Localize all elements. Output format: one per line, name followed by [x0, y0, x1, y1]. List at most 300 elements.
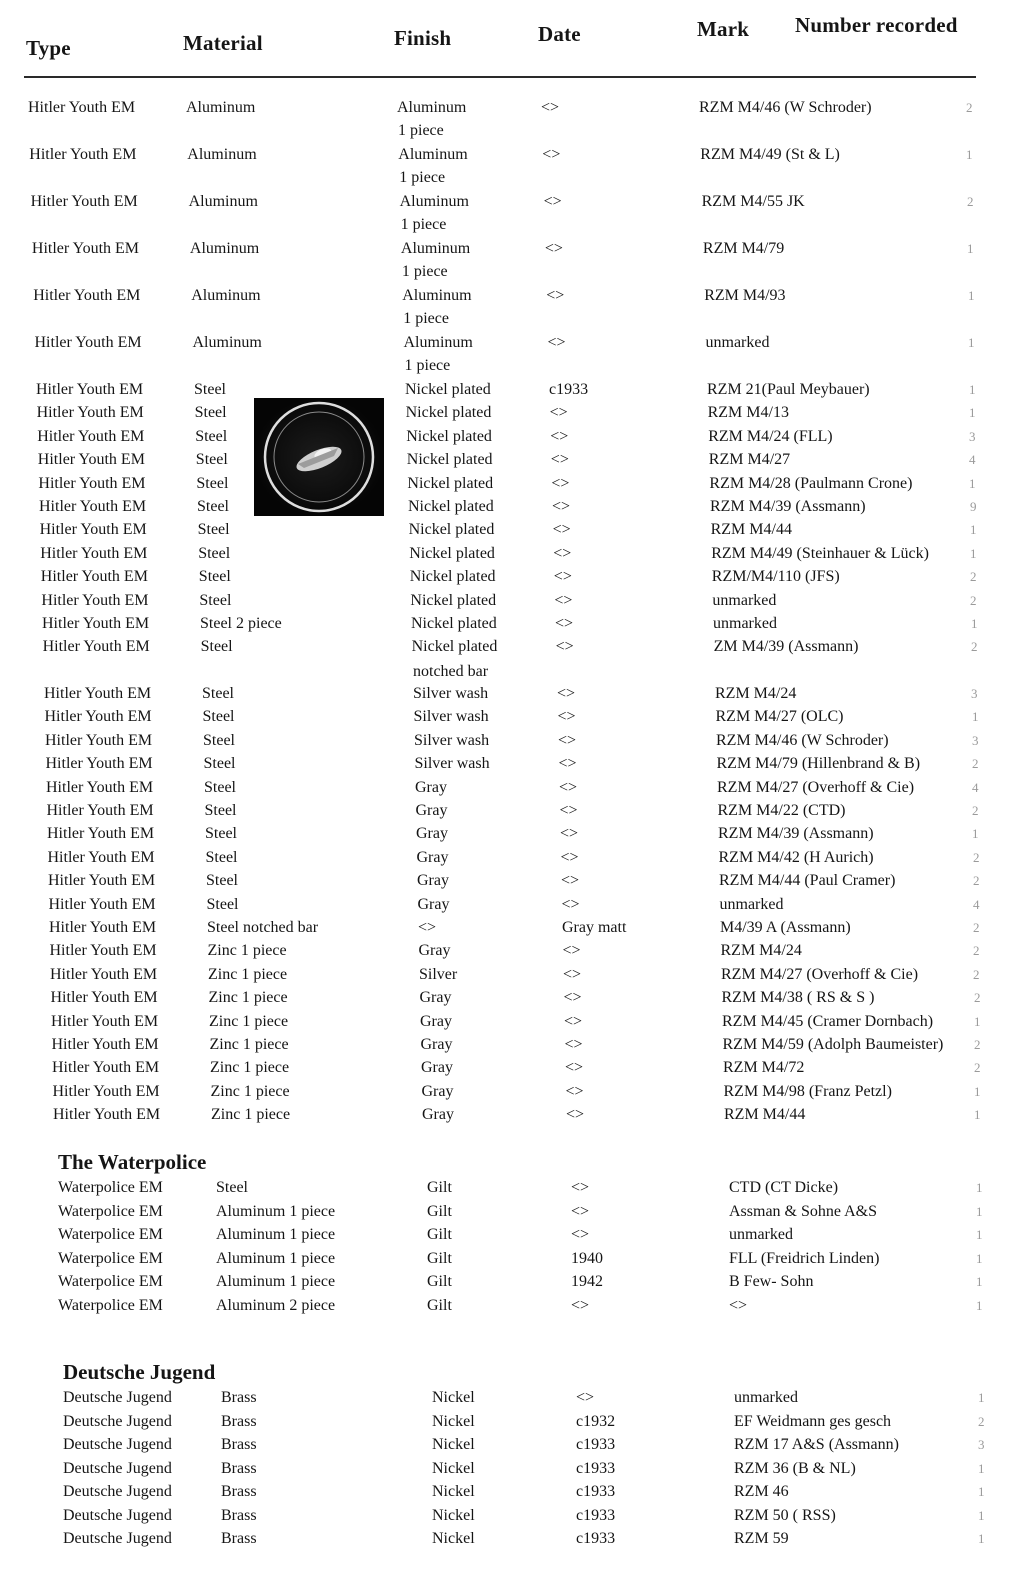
mark-cell: EF Weidmann ges gesch	[734, 1412, 892, 1430]
material-cell: Zinc 1 piece	[209, 1036, 289, 1053]
number-recorded-cell: 2	[971, 639, 978, 655]
material-cell: Zinc 1 piece	[208, 989, 288, 1007]
table-row	[0, 1202, 1024, 1226]
number-recorded-cell: 1	[968, 335, 975, 350]
material-cell: Steel	[195, 451, 228, 469]
table-row	[0, 145, 1024, 186]
date-cell: <>	[544, 240, 563, 257]
material-cell: Steel 2 piece	[200, 615, 282, 632]
finish-cell: Nickel	[432, 1506, 475, 1524]
table-row	[0, 333, 1024, 374]
number-recorded-cell: 4	[973, 896, 980, 912]
number-recorded-cell: 1	[974, 1107, 981, 1123]
header-material: Material	[183, 31, 263, 55]
type-cell: Hitler Youth EM	[28, 99, 136, 116]
table-row	[0, 637, 1024, 661]
date-cell: <>	[564, 1036, 583, 1053]
date-cell: 1942	[571, 1273, 603, 1290]
finish-cell: Gray	[418, 942, 451, 960]
finish-cell: Gilt	[427, 1249, 452, 1267]
type-cell: Hitler Youth EM	[36, 404, 144, 422]
mark-cell: unmarked	[712, 591, 777, 609]
finish-cell: Nickel	[432, 1412, 475, 1430]
type-cell: Hitler Youth EM	[31, 240, 140, 257]
mark-cell: RZM M4/44	[710, 521, 792, 539]
date-cell: <>	[561, 895, 580, 913]
finish-cell: Gray	[416, 848, 449, 866]
material-cell: Zinc 1 piece	[207, 942, 287, 960]
table-row	[0, 754, 1024, 778]
mark-cell: RZM M4/93	[704, 287, 786, 304]
material-cell: Steel	[194, 404, 227, 422]
number-recorded-cell: 1	[967, 241, 974, 256]
finish-cell: Gray	[420, 1012, 452, 1030]
date-cell: <>	[560, 848, 579, 866]
material-cell: Steel	[204, 778, 236, 796]
type-cell: Hitler Youth EM	[37, 427, 145, 445]
finish-cell: Gilt	[427, 1202, 452, 1220]
table-row	[0, 731, 1024, 755]
number-recorded-cell: 4	[969, 452, 976, 468]
number-recorded-cell: 1	[976, 1297, 983, 1313]
finish-cell: Nickel plated	[407, 474, 494, 492]
date-cell: <>	[571, 1179, 590, 1196]
material-cell: Aluminum	[186, 99, 256, 116]
date-cell: c1933	[576, 1506, 616, 1524]
mark-cell: CTD (CT Dicke)	[729, 1179, 839, 1196]
mark-cell: M4/39 A (Assmann)	[720, 919, 851, 936]
material-cell: Aluminum	[188, 193, 258, 210]
date-cell: <>	[553, 544, 572, 562]
mark-cell: RZM M4/27 (Overhoff & Cie)	[721, 965, 919, 983]
type-cell: Waterpolice EM	[58, 1179, 163, 1196]
mark-cell: RZM M4/46 (W Schroder)	[699, 99, 872, 116]
type-cell: Hitler Youth EM	[40, 544, 148, 562]
mark-cell: RZM 50 ( RSS)	[734, 1506, 836, 1524]
date-cell: <>	[571, 1202, 590, 1220]
finish-cell: Silver wash	[414, 731, 490, 749]
table-row	[0, 1459, 1024, 1483]
mark-cell: RZM M4/27 (Overhoff & Cie)	[717, 778, 915, 796]
table-row	[0, 1012, 1024, 1036]
header-rule	[24, 76, 976, 78]
type-cell: Hitler Youth EM	[38, 474, 146, 492]
section-title-waterpolice: The Waterpolice	[58, 1150, 207, 1174]
mark-cell: RZM M4/24	[715, 685, 797, 702]
date-cell: <>	[558, 755, 577, 773]
number-recorded-cell: 1	[970, 522, 977, 538]
material-cell: Aluminum	[187, 146, 257, 163]
mark-cell: RZM M4/49 (St & L)	[700, 146, 840, 163]
finish-subnote: 1 piece	[401, 263, 448, 280]
type-cell: Deutsche Jugend	[63, 1506, 172, 1524]
number-recorded-cell: 1	[976, 1227, 983, 1242]
material-cell: Steel	[202, 708, 235, 726]
mark-cell: RZM 36 (B & NL)	[734, 1459, 856, 1477]
table-row	[0, 1529, 1024, 1553]
type-cell: Hitler Youth EM	[33, 287, 141, 304]
date-cell: c1933	[576, 1530, 616, 1547]
material-cell: Steel	[202, 685, 234, 702]
finish-cell: Nickel	[432, 1483, 475, 1500]
material-cell: Aluminum 1 piece	[216, 1226, 336, 1243]
table-row	[0, 403, 1024, 427]
date-cell: <>	[566, 1106, 585, 1124]
material-cell: Zinc 1 piece	[211, 1106, 291, 1124]
date-cell: <>	[557, 708, 576, 726]
number-recorded-cell: 1	[966, 147, 973, 162]
finish-cell: Nickel plated	[409, 568, 496, 586]
type-cell: Deutsche Jugend	[63, 1483, 172, 1500]
finish-cell: Silver	[419, 965, 458, 983]
number-recorded-cell: 1	[974, 1013, 981, 1029]
date-cell: <>	[550, 427, 569, 445]
material-cell: Steel	[203, 755, 236, 773]
finish-cell: Nickel plated	[409, 544, 495, 562]
number-recorded-cell: 1	[978, 1484, 985, 1499]
finish-cell: Aluminum	[403, 334, 473, 351]
table-row	[0, 1082, 1024, 1106]
type-cell: Hitler Youth EM	[48, 895, 156, 913]
finish-cell: <>	[418, 919, 437, 936]
table-row	[0, 1388, 1024, 1412]
material-cell: Steel	[195, 427, 228, 445]
date-cell: <>	[564, 1012, 583, 1030]
finish-cell: Gray	[421, 1082, 454, 1100]
type-cell: Hitler Youth EM	[45, 731, 153, 749]
type-cell: Hitler Youth EM	[49, 942, 157, 960]
table-row	[0, 1178, 1024, 1202]
number-recorded-cell: 1	[976, 1274, 983, 1289]
table-row	[0, 988, 1024, 1012]
type-cell: Hitler Youth EM	[50, 965, 158, 983]
date-cell: <>	[543, 193, 562, 210]
finish-cell: Nickel plated	[410, 591, 497, 609]
table-row	[0, 1058, 1024, 1082]
date-cell: <>	[560, 825, 579, 843]
number-recorded-cell: 1	[969, 382, 976, 397]
finish-cell: Silver wash	[413, 685, 489, 702]
type-cell: Waterpolice EM	[58, 1249, 163, 1267]
mark-cell: RZM M4/24 (FLL)	[708, 427, 833, 445]
mark-cell: Assman & Sohne A&S	[729, 1202, 878, 1220]
table-row	[0, 1435, 1024, 1459]
finish-cell: Gray	[417, 895, 450, 913]
table-row	[0, 1249, 1024, 1273]
finish-cell: Gray	[420, 1036, 453, 1053]
mark-cell: RZM M4/27 (OLC)	[715, 708, 844, 726]
type-cell: Waterpolice EM	[58, 1202, 163, 1220]
table-row	[0, 192, 1024, 233]
header-mark: Mark	[697, 17, 750, 41]
date-cell: <>	[552, 521, 571, 539]
finish-subnote: 1 piece	[399, 169, 446, 186]
mark-cell: unmarked	[719, 895, 784, 913]
number-recorded-cell: 2	[973, 920, 980, 935]
table-row	[0, 824, 1024, 848]
finish-cell: Gilt	[427, 1226, 452, 1243]
date-cell: <>	[571, 1296, 590, 1314]
table-row	[0, 965, 1024, 989]
table-row	[0, 427, 1024, 451]
number-recorded-cell: 2	[978, 1413, 985, 1429]
type-cell: Hitler Youth EM	[34, 334, 142, 351]
date-cell: c1933	[576, 1436, 616, 1453]
number-recorded-cell: 2	[973, 966, 980, 982]
number-recorded-cell: 2	[967, 194, 974, 209]
finish-cell: Gray	[416, 825, 448, 843]
material-cell: Brass	[221, 1483, 257, 1500]
type-cell: Hitler Youth EM	[39, 521, 147, 539]
mark-cell: RZM M4/49 (Steinhauer & Lück)	[711, 544, 929, 562]
table-row	[0, 1035, 1024, 1059]
material-cell: Steel	[206, 872, 238, 890]
material-cell: Aluminum 1 piece	[216, 1273, 336, 1290]
number-recorded-cell: 3	[972, 732, 979, 748]
number-recorded-cell: 3	[978, 1437, 985, 1452]
mark-cell: B Few- Sohn	[729, 1273, 814, 1290]
finish-cell: Nickel plated	[408, 521, 495, 539]
finish-cell: Nickel plated	[406, 451, 493, 469]
number-recorded-cell: 1	[976, 1203, 983, 1219]
table-row	[0, 707, 1024, 731]
finish-cell: Silver wash	[414, 755, 490, 773]
number-recorded-cell: 1	[972, 826, 979, 842]
mark-cell: RZM M4/55 JK	[701, 193, 805, 210]
type-cell: Hitler Youth EM	[51, 1036, 159, 1053]
mark-cell: RZM M4/98 (Franz Petzl)	[723, 1082, 892, 1100]
finish-cell: Gray	[417, 872, 449, 890]
date-cell: 1940	[571, 1249, 603, 1267]
number-recorded-cell: 3	[971, 686, 978, 701]
mark-cell: RZM M4/72	[723, 1059, 805, 1077]
mark-cell: RZM M4/39 (Assmann)	[718, 825, 874, 843]
number-recorded-cell: 1	[969, 405, 976, 421]
finish-cell: Nickel	[432, 1389, 475, 1406]
date-cell: <>	[571, 1226, 590, 1243]
table-row	[0, 520, 1024, 544]
header-date: Date	[538, 22, 581, 46]
mark-cell: unmarked	[729, 1226, 793, 1243]
table-row	[0, 684, 1024, 708]
material-cell: Steel	[198, 544, 231, 562]
date-cell: <>	[542, 146, 561, 163]
table-row	[0, 778, 1024, 802]
mark-cell: RZM M4/39 (Assmann)	[710, 498, 866, 515]
material-cell: Brass	[221, 1459, 257, 1477]
finish-subnote: 1 piece	[398, 122, 444, 139]
table-row	[0, 239, 1024, 280]
material-cell: Brass	[221, 1530, 257, 1547]
table-row	[0, 591, 1024, 615]
type-cell: Hitler Youth EM	[52, 1082, 160, 1100]
mark-cell: RZM M4/46 (W Schroder)	[716, 731, 889, 749]
table-row	[0, 1272, 1024, 1296]
material-cell: Steel	[198, 568, 231, 586]
number-recorded-cell: 2	[973, 873, 980, 889]
finish-cell: Gray	[415, 802, 448, 819]
number-recorded-cell: 2	[970, 592, 977, 608]
type-cell: Hitler Youth EM	[46, 802, 154, 819]
finish-subnote: 1 piece	[403, 310, 449, 327]
table-row	[0, 848, 1024, 872]
material-cell: Steel	[204, 802, 237, 819]
material-cell: Steel	[205, 848, 238, 866]
date-cell: <>	[565, 1059, 584, 1077]
date-cell: <>	[551, 474, 570, 492]
type-cell: Hitler Youth EM	[48, 872, 156, 890]
date-cell: <>	[557, 685, 576, 702]
material-cell: Steel	[199, 591, 232, 609]
type-cell: Hitler Youth EM	[44, 708, 152, 726]
material-cell: Aluminum 2 piece	[216, 1296, 336, 1314]
number-recorded-cell: 2	[974, 990, 981, 1006]
date-cell: <>	[563, 989, 582, 1007]
finish-cell: Aluminum	[398, 146, 468, 163]
mark-cell: <>	[729, 1296, 748, 1314]
type-cell: Hitler Youth EM	[42, 638, 150, 656]
finish-cell: Gilt	[427, 1179, 452, 1196]
number-recorded-cell: 2	[973, 943, 980, 959]
date-cell: <>	[565, 1082, 584, 1100]
type-cell: Hitler Youth EM	[44, 685, 152, 702]
date-cell: <>	[550, 451, 569, 469]
material-cell: Steel	[205, 825, 237, 843]
date-cell: <>	[562, 942, 581, 960]
number-recorded-cell: 1	[968, 288, 975, 303]
material-cell: Aluminum	[189, 240, 260, 257]
material-cell: Steel notched bar	[207, 919, 319, 936]
type-cell: Hitler Youth EM	[42, 615, 150, 632]
mark-cell: RZM 46	[734, 1483, 789, 1500]
type-cell: Deutsche Jugend	[63, 1436, 172, 1453]
finish-cell: Nickel plated	[405, 404, 492, 422]
table-row	[0, 918, 1024, 942]
material-cell: Zinc 1 piece	[209, 1012, 289, 1030]
number-recorded-cell: 4	[972, 779, 979, 795]
mark-cell: RZM M4/38 ( RS & S )	[721, 989, 875, 1007]
mark-cell: RZM M4/27	[708, 451, 791, 469]
type-cell: Waterpolice EM	[58, 1273, 163, 1290]
header-number-recorded: Number recorded	[795, 13, 958, 37]
mark-cell: RZM 17 A&S (Assmann)	[734, 1436, 899, 1453]
date-cell: <>	[546, 287, 565, 304]
number-recorded-cell: 2	[972, 756, 979, 772]
date-cell: <>	[561, 872, 580, 890]
date-cell: c1932	[576, 1412, 616, 1430]
number-recorded-cell: 1	[978, 1390, 985, 1405]
table-row	[0, 450, 1024, 474]
table-row	[0, 98, 1024, 139]
number-recorded-cell: 2	[970, 569, 977, 585]
number-recorded-cell: 1	[972, 709, 979, 725]
date-cell: c1933	[549, 381, 589, 398]
finish-cell: Aluminum	[399, 193, 469, 210]
type-cell: Hitler Youth EM	[29, 146, 137, 163]
material-cell: Steel	[197, 498, 229, 515]
material-cell: Steel	[200, 638, 233, 656]
mark-cell: RZM M4/45 (Cramer Dornbach)	[722, 1012, 934, 1030]
number-recorded-cell: 2	[974, 1060, 981, 1076]
material-cell: Zinc 1 piece	[208, 965, 288, 983]
finish-cell: Nickel	[432, 1459, 475, 1477]
number-recorded-cell: 9	[970, 499, 977, 514]
type-cell: Hitler Youth EM	[52, 1059, 160, 1077]
table-row	[0, 801, 1024, 825]
mark-cell: RZM M4/59 (Adolph Baumeister)	[722, 1036, 944, 1053]
finish-cell: Gilt	[427, 1273, 452, 1290]
date-cell: <>	[554, 591, 573, 609]
type-cell: Hitler Youth EM	[46, 778, 154, 796]
type-cell: Hitler Youth EM	[36, 381, 144, 398]
material-cell: Brass	[221, 1506, 257, 1524]
date-cell: <>	[549, 404, 568, 422]
mark-cell: RZM M4/22 (CTD)	[717, 802, 846, 819]
table-row	[0, 941, 1024, 965]
type-cell: Hitler Youth EM	[40, 568, 148, 586]
table-row	[0, 1105, 1024, 1129]
mark-cell: unmarked	[705, 334, 770, 351]
number-recorded-cell: 1	[978, 1460, 985, 1476]
table-row	[0, 1296, 1024, 1320]
type-cell: Hitler Youth EM	[51, 1012, 159, 1030]
finish-cell: Nickel plated	[405, 381, 491, 398]
number-recorded-cell: 2	[973, 849, 980, 865]
material-cell: Aluminum 1 piece	[216, 1202, 336, 1220]
table-row	[0, 1506, 1024, 1530]
finish-cell: Gray	[419, 989, 452, 1007]
type-cell: Waterpolice EM	[58, 1226, 163, 1243]
material-cell: Steel	[216, 1179, 248, 1196]
material-cell: Steel	[206, 895, 239, 913]
date-cell: <>	[555, 615, 574, 632]
finish-cell: Nickel plated	[408, 498, 494, 515]
date-cell: <>	[563, 965, 582, 983]
date-cell: c1933	[576, 1459, 616, 1477]
date-cell: <>	[552, 498, 571, 515]
date-cell: <>	[558, 731, 577, 749]
number-recorded-cell: 1	[976, 1250, 983, 1266]
finish-subnote-notched-bar: notched bar	[413, 663, 489, 680]
number-recorded-cell: 1	[976, 1180, 983, 1195]
material-cell: Brass	[221, 1412, 257, 1430]
type-cell: Deutsche Jugend	[63, 1530, 172, 1547]
date-cell: <>	[576, 1389, 595, 1406]
material-cell: Steel	[196, 474, 229, 492]
number-recorded-cell: 1	[969, 475, 976, 491]
mark-cell: RZM/M4/110 (JFS)	[711, 568, 840, 586]
mark-cell: RZM M4/13	[707, 404, 789, 422]
type-cell: Hitler Youth EM	[39, 498, 147, 515]
mark-cell: RZM M4/79	[702, 240, 785, 257]
date-cell: <>	[553, 568, 572, 586]
finish-cell: Nickel	[432, 1530, 475, 1547]
mark-cell: RZM M4/44	[724, 1106, 806, 1124]
mark-cell: ZM M4/39 (Assmann)	[713, 638, 859, 656]
finish-cell: Nickel plated	[406, 427, 492, 445]
mark-cell: FLL (Freidrich Linden)	[729, 1249, 880, 1267]
table-row	[0, 286, 1024, 327]
mark-cell: RZM M4/44 (Paul Cramer)	[719, 872, 896, 890]
mark-cell: RZM M4/28 (Paulmann Crone)	[709, 474, 913, 492]
header-type: Type	[26, 36, 71, 60]
mark-cell: RZM M4/24	[720, 942, 802, 960]
finish-cell: Gray	[422, 1106, 454, 1124]
finish-cell: Gray	[421, 1059, 453, 1077]
mark-cell: RZM M4/79 (Hillenbrand & B)	[716, 755, 921, 773]
table-row	[0, 497, 1024, 521]
table-row	[0, 1225, 1024, 1249]
